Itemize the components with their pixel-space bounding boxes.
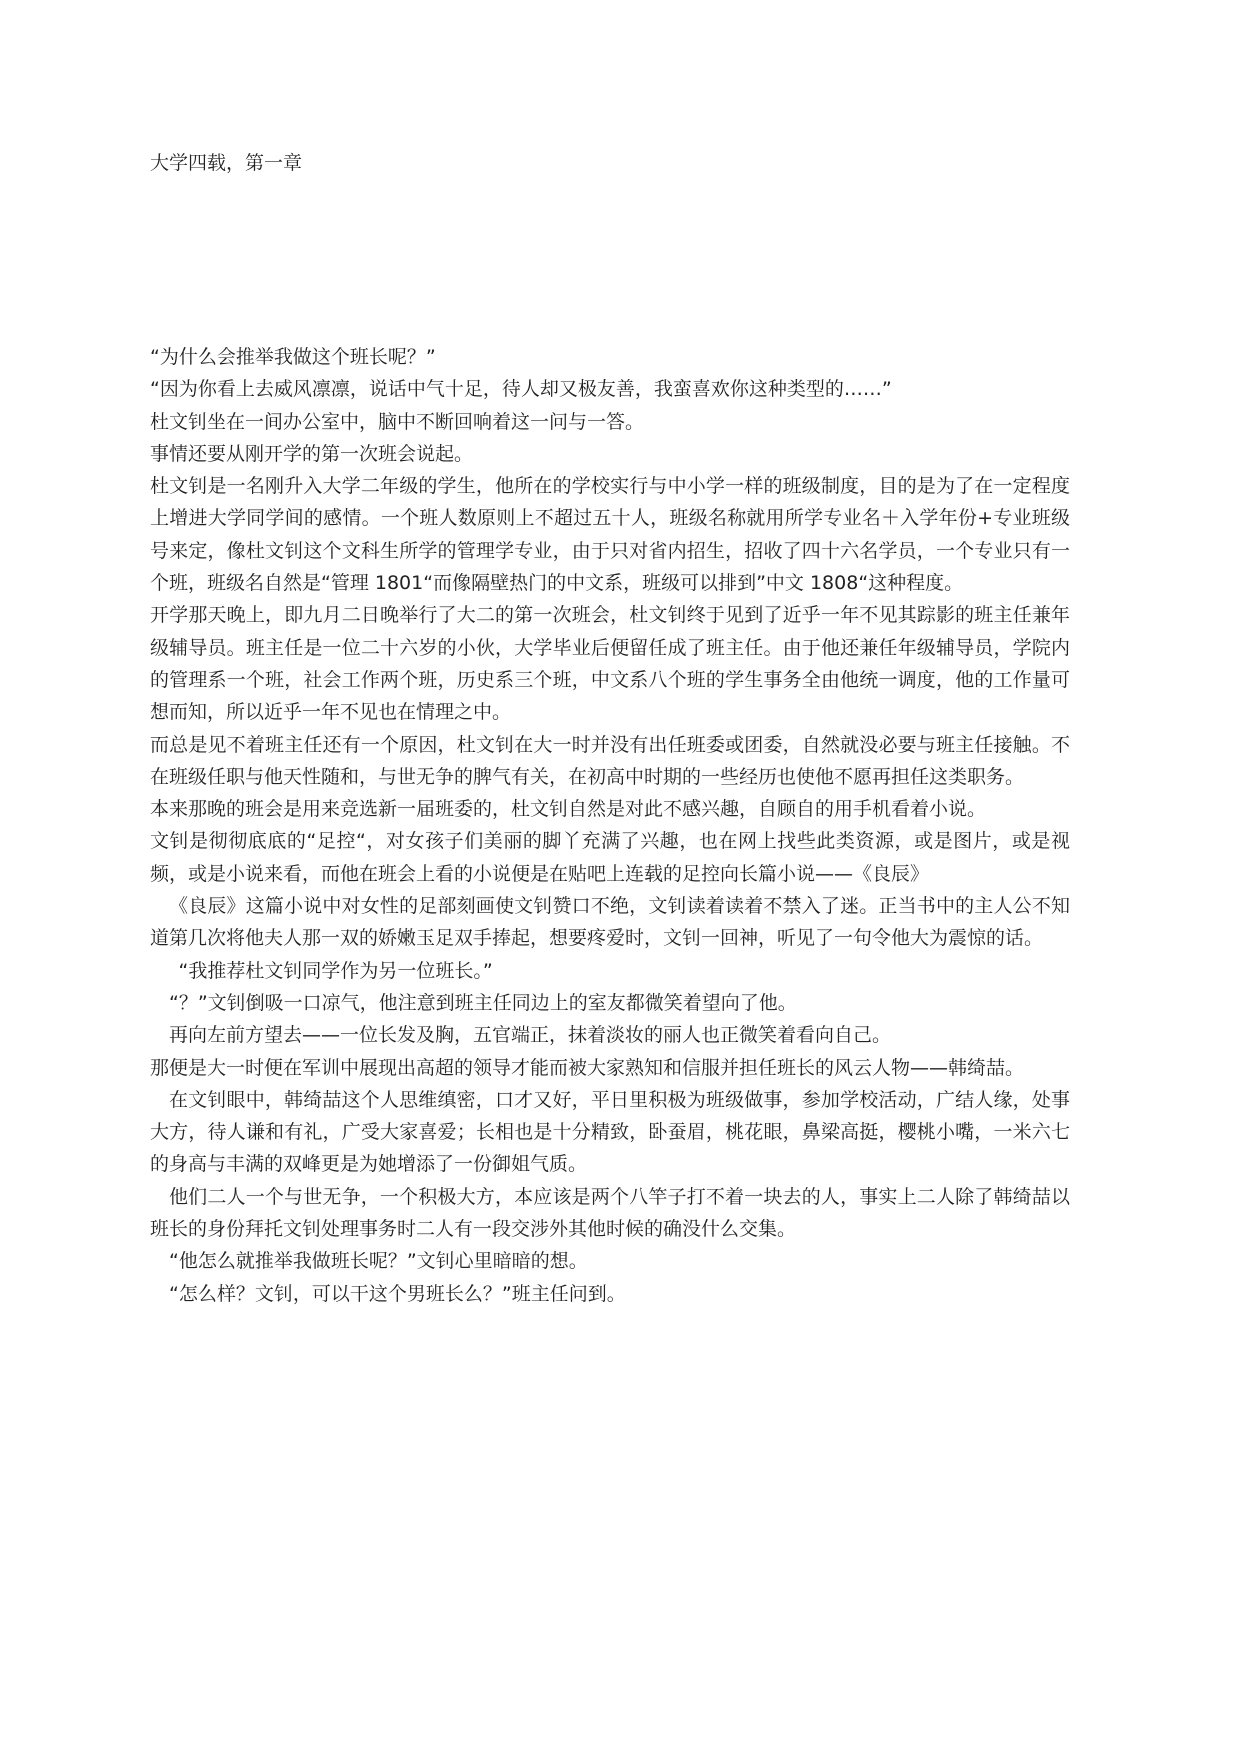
paragraph: “我推荐杜文钊同学作为另一位班长。” bbox=[178, 959, 493, 982]
paragraph: 杜文钊是一名刚升入大学二年级的学生，他所在的学校实行与中小学一样的班级制度，目的是为了在一定程度上增进大学同学间的感情。一个班人数原则上不超过五十人，班级名称就用所学专业名＋入学年份+专业班级号来定，像杜文钊这个文科生所学的管理学专业，由于只对省内招生，招收了四十六名学员，一个专业只有一个班，班级名自然是“管理 1801“而像隔壁热门的中文系，班级可以排到”中文 1808“这种程度。 bbox=[150, 475, 1070, 595]
document-body bbox=[150, 341, 1070, 1310]
paragraph: 再向左前方望去——一位长发及胸，五官端正，抹着淡妆的丽人也正微笑着看向自己。 bbox=[169, 1024, 892, 1047]
paragraph: “为什么会推举我做这个班长呢？” bbox=[150, 346, 436, 368]
paragraph: 《良辰》这篇小说中对女性的足部刻画使文钊赞口不绝，文钊读着读着不禁入了迷。正当书中的主人公不知道第几次将他夫人那一双的娇嫩玉足双手捧起，想要疼爱时，文钊一回神，听见了一句令他大为震惊的话。 bbox=[150, 895, 1070, 950]
paragraph: 文钊是彻彻底底的“足控“，对女孩子们美丽的脚丫充满了兴趣，也在网上找些此类资源，或是图片，或是视频，或是小说来看，而他在班会上看的小说便是在贴吧上连载的足控向长篇小说——《良辰》 bbox=[150, 830, 1070, 885]
paragraph: “因为你看上去威风凛凛，说话中气十足，待人却又极友善，我蛮喜欢你这种类型的……” bbox=[150, 378, 892, 401]
paragraph: “怎么样？文钊，可以干这个男班长么？”班主任问到。 bbox=[169, 1282, 626, 1305]
paragraph: 本来那晚的班会是用来竞选新一届班委的，杜文钊自然是对此不感兴趣，自顾自的用手机看着小说。 bbox=[150, 798, 987, 821]
paragraph: 在文钊眼中，韩绮喆这个人思维缜密，口才又好，平日里积极为班级做事，参加学校活动，广结人缘，处事大方，待人谦和有礼，广受大家喜爱；长相也是十分精致，卧蚕眉，桃花眼，鼻梁高挺，樱桃小嘴，一米六七的身高与丰满的双峰更是为她增添了一份御姐气质。 bbox=[150, 1088, 1070, 1176]
paragraph: 那便是大一时便在军训中展现出高超的领导才能而被大家熟知和信服并担任班长的风云人物——韩绮喆。 bbox=[150, 1056, 1025, 1079]
paragraph: 事情还要从刚开学的第一次班会说起。 bbox=[150, 442, 474, 465]
paragraph: 而总是见不着班主任还有一个原因，杜文钊在大一时并没有出任班委或团委，自然就没必要与班主任接触。不在班级任职与他天性随和，与世无争的脾气有关，在初高中时期的一些经历也使他不愿再担任这类职务。 bbox=[150, 733, 1070, 788]
paragraph: 开学那天晚上，即九月二日晚举行了大二的第一次班会，杜文钊终于见到了近乎一年不见其踪影的班主任兼年级辅导员。班主任是一位二十六岁的小伙，大学毕业后便留任成了班主任。由于他还兼任年级辅导员，学院内的管理系一个班，社会工作两个班，历史系三个班，中文系八个班的学生事务全由他统一调度，他的工作量可想而知，所以近乎一年不见也在情理之中。 bbox=[150, 604, 1070, 724]
paragraph: “他怎么就推举我做班长呢？”文钊心里暗暗的想。 bbox=[169, 1250, 588, 1273]
paragraph: 他们二人一个与世无争，一个积极大方，本应该是两个八竿子打不着一块去的人，事实上二人除了韩绮喆以班长的身份拜托文钊处理事务时二人有一段交涉外其他时候的确没什么交集。 bbox=[150, 1185, 1070, 1241]
paragraph: “？”文钊倒吸一口凉气，他注意到班主任同边上的室友都微笑着望向了他。 bbox=[169, 991, 797, 1014]
document-title: 大学四载，第一章 bbox=[150, 152, 303, 174]
paragraph: 杜文钊坐在一间办公室中，脑中不断回响着这一问与一答。 bbox=[150, 410, 645, 433]
